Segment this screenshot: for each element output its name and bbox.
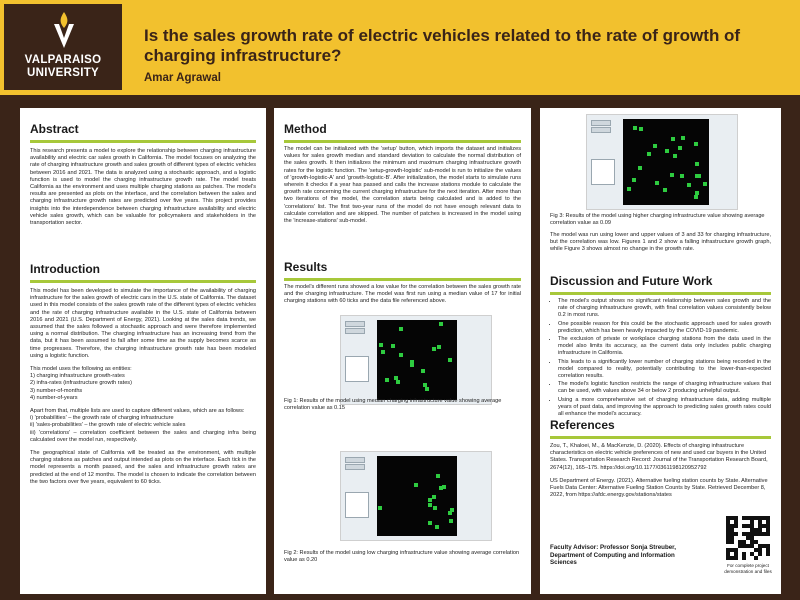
- introduction-heading: Introduction: [30, 262, 100, 276]
- charging-station-patch: [448, 358, 452, 362]
- method-rule: [284, 140, 521, 143]
- charging-station-patch: [449, 519, 453, 523]
- charging-station-patch: [665, 149, 669, 153]
- lists-intro: Apart from that, multiple lists are used to capture different values, which are as follows:: [30, 408, 245, 415]
- charging-station-patch: [421, 369, 425, 373]
- introduction-rule: [30, 280, 256, 283]
- qr-module: [734, 532, 738, 536]
- university-name: [4, 54, 122, 80]
- charging-station-patch: [694, 142, 698, 146]
- charging-station-patch: [695, 191, 699, 195]
- discussion-bullet: • One possible reason for this could be the stochastic approach used for sales growth prediction, which has been heavily impacted by the COVID-19 pandemic.: [558, 321, 771, 335]
- discussion-bullet: • The exclusion of private or workplace charging stations from the data used in the model also limits its accuracy, as the current data only includes public charging infrastructure in California.: [558, 336, 771, 358]
- charging-station-patch: [437, 345, 441, 349]
- list-entry: i) 'probabilities' – the growth rate of charging infrastructure: [30, 415, 174, 422]
- torch-emblem-icon: [51, 10, 77, 50]
- faculty-advisor: Faculty Advisor: Professor Sonja Streuber, Department of Computing and Information Sciences: [550, 544, 676, 567]
- charging-station-patch: [687, 183, 691, 187]
- qr-module: [730, 540, 734, 544]
- figure-1-screenshot: [340, 315, 492, 405]
- go-button-control: [591, 127, 611, 133]
- qr-code[interactable]: [726, 516, 770, 560]
- university-name-line2: UNIVERSITY: [26, 67, 99, 79]
- university-name-line1: VALPARAISO: [24, 54, 102, 66]
- charging-station-patch: [428, 503, 432, 507]
- charging-station-patch: [638, 166, 642, 170]
- charging-station-patch: [639, 127, 643, 131]
- results-heading: Results: [284, 260, 328, 274]
- entities-intro: This model uses the following as entities:: [30, 366, 132, 373]
- references-rule: [550, 436, 771, 439]
- charging-station-patch: [399, 353, 403, 357]
- entity-item: 3) number-of-months: [30, 387, 83, 394]
- setup-button-control: [591, 120, 611, 126]
- charging-station-patch: [399, 327, 403, 331]
- charging-station-patch: [653, 144, 657, 148]
- method-heading: Method: [284, 122, 327, 136]
- charging-station-patch: [633, 126, 637, 130]
- qr-module: [766, 532, 770, 536]
- qr-module: [742, 556, 746, 560]
- charging-station-patch: [396, 380, 400, 384]
- plot-widget: [591, 159, 615, 185]
- method-text: The model can be initialized with the 'setup' button, which imports the dataset and initializes values for sales growth median and standard deviation to calculate the normal distribution of the sales growth. It then initializes the minimum and maximum charging infrastructure growth rates for the logistic function. The 'setup-growth-logistic' sub-model is run to initialize the values of 'growth-logistic-A' and 'growth-logistic-B'. After initialization, the model starts to simulate runs wherein it checks if a year has passed and calls the increase stations module to calculate the growth rate concerning the current charging infrastructure for the next iteration. After more than two iterations of the model, the correlation starts being calculated and is added to the 'correlations' list. The first two-year runs of the model do not have enough relevant data to calculate correlation and are skipped. The number of patches is increased in the model using the 'increase-stations' sub-model.: [284, 146, 521, 225]
- plot-widget: [345, 492, 369, 518]
- right-column: [540, 108, 781, 594]
- charging-station-patch: [385, 378, 389, 382]
- charging-station-patch: [697, 174, 701, 178]
- poster-title: Is the sales growth rate of electric vehicles related to the rate of growth of charging infrastructure?: [144, 26, 741, 65]
- university-logo: [4, 4, 122, 90]
- charging-station-patch: [680, 174, 684, 178]
- charging-station-patch: [432, 347, 436, 351]
- introduction-paragraph: This model has been developed to simulate the importance of the availability of charging infrastructure for the sales growth of electric cars in the U.S. state of California. The dataset used in this model consists of the sales growth rate of the different types of electric vehicles and the rate of charging infrastructure available in the U.S. state of California between 2016 and 2021 (U.S. Department of Energy, 2021). Looking at the sales data trends, we assumed that the sales followed a stochastic approach and were therefore implemented using a normal distribution. The charging infrastructure has an increasing trend from the data, but it has been assumed to fall after some time as the supply becomes scarce as time progresses. Therefore, the charging infrastructure growth rate has been modeled using a logistic function.: [30, 288, 256, 359]
- charging-station-patch: [425, 387, 429, 391]
- simulation-world-grid: [377, 456, 457, 536]
- figure-3-caption: Fig 3: Results of the model using higher charging infrastructure value showing average correlation value as 0.09: [550, 213, 765, 227]
- charging-station-patch: [414, 483, 418, 487]
- charging-station-patch: [678, 146, 682, 150]
- qr-module: [734, 556, 738, 560]
- reference-item: US Department of Energy. (2021). Alternative fueling station counts by State. Alternative Fuels Data Center: Alternative Fueling Station Counts by State. Retrieved December 8, 2022, from https://afdc.energy.gov/stations/states: [550, 477, 768, 499]
- abstract-rule: [30, 140, 256, 143]
- charging-station-patch: [442, 485, 446, 489]
- results-text: The model's different runs showed a low value for the correlation between the sales growth rate and the charging infrastructure. The model was first run using a median value of 17 for initial charging stations with 60 ticks and the data file referenced above.: [284, 284, 521, 305]
- go-button-control: [345, 328, 365, 334]
- abstract-text: This research presents a model to explore the relationship between charging infrastructure availability and electric car sales growth in California. The model focuses on analyzing the rate of charging infrastructure growth and sales growth of different types of electric vehicles between 2016 and 2021. The data is analyzed using a stochastic approach, and a logistic function is used to model the charging infrastructure growth rate. The model treats California as the environment and uses multiple charging stations as patches. The model's results are presented as plots on the interface, and the correlation between the sales and charging infrastructure growth rates are predicted over five years. This project provides insights into the interdependence between charging infrastructure availability and electric vehicle sales growth, which can be valuable for policymakers and stakeholders in the transportation sector.: [30, 148, 256, 227]
- setup-button-control: [345, 457, 365, 463]
- charging-station-patch: [655, 181, 659, 185]
- entity-item: 4) number-of-years: [30, 394, 78, 401]
- charging-station-patch: [671, 137, 675, 141]
- charging-station-patch: [410, 360, 414, 364]
- reference-item: Zou, T., Khaloei, M., & MacKenzie, D. (2020). Effects of charging infrastructure characteristics on electric vehicle preferences of new and used car buyers in the United States. Transportation Research Record: Journal of the Transportation Research Board, 2674(12), 165–175. https://doi.org/10.1177/0361198120952792: [550, 443, 768, 471]
- charging-station-patch: [381, 350, 385, 354]
- charging-station-patch: [428, 521, 432, 525]
- charging-station-patch: [670, 173, 674, 177]
- charging-station-patch: [436, 474, 440, 478]
- charging-station-patch: [432, 495, 436, 499]
- setup-button-control: [345, 321, 365, 327]
- discussion-heading: Discussion and Future Work: [550, 274, 713, 288]
- entity-item: 1) charging infrastructure growth-rates: [30, 373, 125, 380]
- charging-station-patch: [694, 195, 698, 199]
- abstract-heading: Abstract: [30, 122, 79, 136]
- charging-station-patch: [681, 136, 685, 140]
- results-after-text: The model was run using lower and upper values of 3 and 33 for charging infrastructure, but the correlation was low. Figures 1 and 2 show a falling infrastructure growth graph, while Figure 3 shows almost no change in the growth rate.: [550, 232, 771, 253]
- figure-1-caption: Fig 1: Results of the model using median charging infrastructure value showing average correlation value as 0.15: [284, 398, 502, 412]
- figure-3-screenshot: [586, 114, 738, 210]
- list-entry: iii) 'correlations' – correlation coefficient between the sales and charging infra being calculated over the model run, respectively.: [30, 429, 256, 443]
- qr-module: [734, 524, 738, 528]
- charging-station-patch: [391, 344, 395, 348]
- charging-station-patch: [435, 525, 439, 529]
- charging-station-patch: [423, 383, 427, 387]
- charging-station-patch: [448, 511, 452, 515]
- discussion-list: [550, 298, 771, 419]
- list-entry: ii) 'sales-probabilities' – the growth rate of electric vehicle sales: [30, 422, 186, 429]
- charging-station-patch: [703, 182, 707, 186]
- simulation-world-grid: [623, 119, 709, 205]
- charging-station-patch: [647, 152, 651, 156]
- poster-header: [0, 0, 800, 95]
- charging-station-patch: [379, 343, 383, 347]
- entity-item: 2) infra-rates (infrastructure growth rates): [30, 380, 132, 387]
- figure-2-screenshot: [340, 451, 492, 541]
- charging-station-patch: [663, 188, 667, 192]
- discussion-bullet: • The model's output shows no significant relationship between sales growth and the rate of charging infrastructure growth, with final correlation values consistently below 0.2 in most runs.: [558, 298, 771, 320]
- references-heading: References: [550, 418, 615, 432]
- discussion-rule: [550, 292, 771, 295]
- discussion-bullet: • Using a more comprehensive set of charging infrastructure data, adding multiple years of past data, and improving the approach to predicting sales growth rates could all enhance the model's accuracy.: [558, 397, 771, 419]
- charging-station-patch: [433, 506, 437, 510]
- author-name: Amar Agrawal: [144, 72, 221, 84]
- results-rule: [284, 278, 521, 281]
- introduction-body: [30, 288, 256, 492]
- middle-column: [274, 108, 531, 594]
- qr-module: [754, 556, 758, 560]
- charging-station-patch: [439, 322, 443, 326]
- charging-station-patch: [428, 498, 432, 502]
- plot-widget: [345, 356, 369, 382]
- discussion-bullet: • This leads to a significantly lower number of charging stations being recorded in the model compared to reality, potentially contributing to the lower-than-expected correlation results.: [558, 359, 771, 381]
- qr-module: [758, 552, 762, 556]
- references-list: [550, 443, 771, 505]
- charging-station-patch: [627, 187, 631, 191]
- charging-station-patch: [673, 154, 677, 158]
- charging-station-patch: [378, 506, 382, 510]
- simulation-world-grid: [377, 320, 457, 400]
- charging-station-patch: [632, 178, 636, 182]
- qr-caption: For complete project demonstration and files: [724, 563, 772, 574]
- qr-module: [766, 552, 770, 556]
- charging-station-patch: [695, 162, 699, 166]
- figure-2-caption: Fig 2: Results of the model using low charging infrastructure value showing average correlation value as 0.20: [284, 550, 520, 564]
- left-column: [20, 108, 266, 594]
- introduction-environment-paragraph: The geographical state of California will be treated as the environment, with multiple charging stations as patches and output intended as plots on the interface. Each tick in the model represents a month passed, and the sales and infrastructure growth rates are predicted at the end of 12 months. The model is chosen to indicate the correlation between the two factors over five years, equivalent to 60 ticks.: [30, 450, 256, 485]
- discussion-bullet: • The model's logistic function restricts the range of charging infrastructure values that can be used, with values above 34 or below 2 producing unhelpful output.: [558, 381, 771, 395]
- go-button-control: [345, 464, 365, 470]
